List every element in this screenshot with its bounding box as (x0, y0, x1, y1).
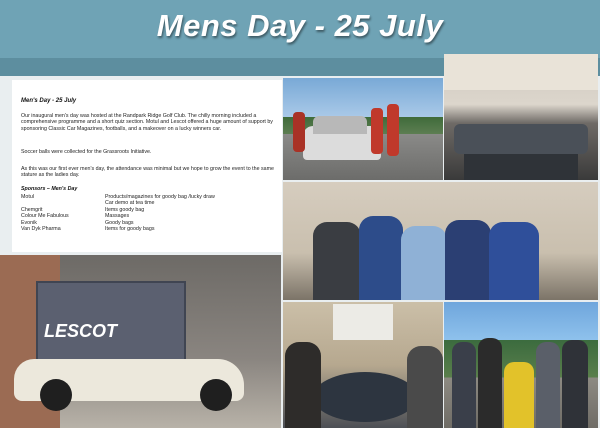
sponsor-item: Items goody bag (105, 207, 145, 213)
page-title: Mens Day - 25 July (156, 8, 444, 43)
sponsor-item: Goody bags (105, 220, 134, 226)
photo-men-outdoors (444, 302, 598, 428)
photo-group-men (283, 182, 598, 300)
photo-audience (444, 54, 598, 180)
sponsor-name: Chemgrit (21, 207, 43, 213)
photo-lunch-table (283, 302, 443, 428)
sponsors-heading: Sponsors – Men's Day (21, 186, 78, 192)
article-text-box (12, 80, 282, 252)
lescot-banner-text: LESCOT (44, 321, 118, 341)
sponsor-name: Motul (21, 194, 34, 200)
sponsor-item: Products/magazines for goody bag /lucky draw (105, 194, 215, 200)
sponsor-name: Evonik (21, 220, 37, 226)
photo-lescot-car (0, 255, 281, 428)
article-paragraph-3: As this was our first ever men's day, the attendance was minimal but we hope to grow the event to the same stature as the ladies day. (21, 166, 274, 179)
sponsor-item: Massages (105, 213, 130, 219)
sponsor-item: Items for goody bags (105, 226, 155, 232)
sponsor-name: Colour Me Fabulous (21, 213, 69, 219)
sponsor-name: Van Dyk Pharma (21, 226, 61, 232)
article-paragraph-1: Our inaugural men's day was hosted at the Randpark Ridge Golf Club. The chilly morning included a comprehensive programme and a short quiz section. Motul and Lescot offered a huge amount of support by sponsoring Classic Car Magazines, footballs, and a makeover on a lucky winners car. (21, 113, 273, 132)
article-heading: Men's Day - 25 July (21, 98, 77, 104)
article-paragraph-2: Soccer balls were collected for the Grassroots Initiative. (21, 149, 152, 155)
sponsor-item: Car demo at tea time (105, 200, 155, 206)
photo-car-demo (283, 78, 443, 180)
